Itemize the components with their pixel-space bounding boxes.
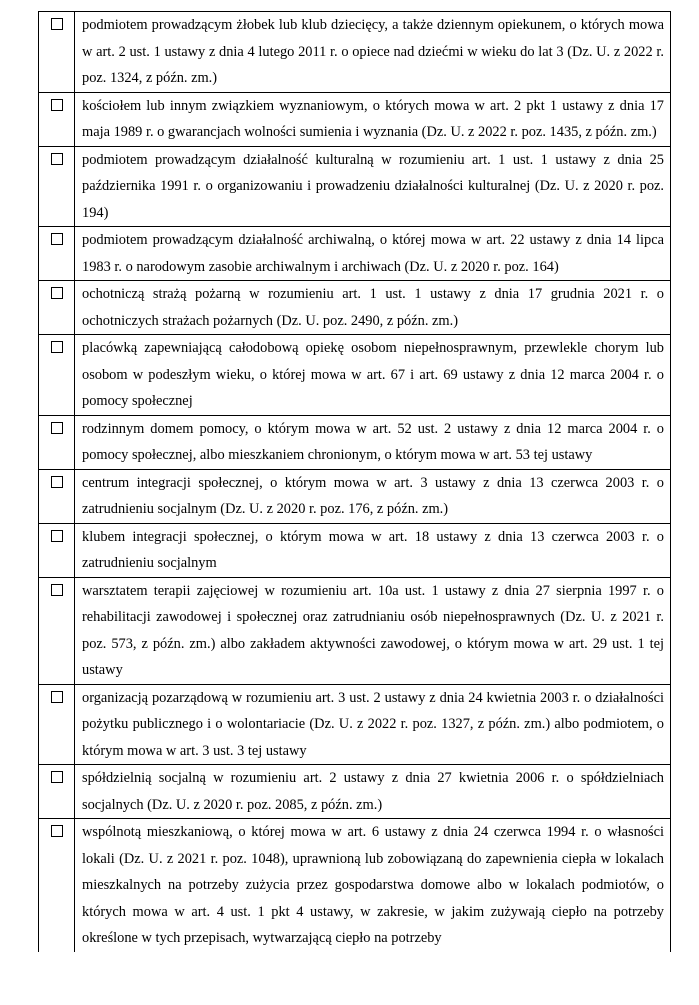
- checkbox-cell: [39, 147, 75, 227]
- checkbox[interactable]: [51, 422, 63, 434]
- row-text: centrum integracji społecznej, o którym mowa w art. 3 ustawy z dnia 13 czerwca 2003 r. o zatrudnieniu socjalnym (Dz. U. z 2020 r. poz. 176, z późn. zm.): [82, 474, 664, 517]
- eligibility-table: [38, 11, 671, 952]
- table-row: [39, 281, 670, 335]
- row-text: podmiotem prowadzącym działalność archiwalną, o której mowa w art. 22 ustawy z dnia 14 lipca 1983 r. o narodowym zasobie archiwalnym i archiwach (Dz. U. z 2020 r. poz. 164): [82, 232, 664, 275]
- table-row: [39, 416, 670, 470]
- row-text: podmiotem prowadzącym działalność kulturalną w rozumieniu art. 1 ust. 1 ustawy z dnia 25 października 1991 r. o organizowaniu i prowadzeniu działalności kulturalnej (Dz. U. z 2020 r. poz. 194): [82, 151, 664, 221]
- row-text: warsztatem terapii zajęciowej w rozumieniu art. 10a ust. 1 ustawy z dnia 27 sierpnia 1997 r. o rehabilitacji zawodowej i społecznej oraz zatrudnianiu osób niepełnosprawnych (Dz. U. z 2021 r. poz. 573, z późn. zm.) albo zakładem aktywności zawodowej, o którym mowa w art. 29 ust. 1 tej ustawy: [82, 582, 664, 678]
- checkbox-cell: [39, 685, 75, 765]
- checkbox-cell: [39, 227, 75, 280]
- row-text: wspólnotą mieszkaniową, o której mowa w art. 6 ustawy z dnia 24 czerwca 1994 r. o własności lokali (Dz. U. z 2021 r. poz. 1048), uprawnioną lub zobowiązaną do zapewnienia ciepła w lokalach mieszkalnych na potrzeby zużycia przez gospodarstwa domowe albo w lokalach podmiotów, o których mowa w art. 4 ust. 1 pkt 4 ustawy, w zakresie, w jakim zużywają ciepło na potrzeby określone w tych przepisach, wytwarzającą ciepło na potrzeby: [82, 824, 664, 946]
- checkbox-cell: [39, 12, 75, 92]
- checkbox-cell: [39, 524, 75, 577]
- table-row: [39, 578, 670, 685]
- checkbox[interactable]: [51, 771, 63, 783]
- checkbox-cell: [39, 819, 75, 952]
- table-row: [39, 147, 670, 228]
- row-text: spółdzielnią socjalną w rozumieniu art. 2 ustawy z dnia 27 kwietnia 2006 r. o spółdzielniach socjalnych (Dz. U. z 2020 r. poz. 2085, z późn. zm.): [82, 770, 664, 813]
- checkbox-cell: [39, 765, 75, 818]
- checkbox[interactable]: [51, 825, 63, 837]
- row-text: podmiotem prowadzącym żłobek lub klub dziecięcy, a także dziennym opiekunem, o których mowa w art. 2 ust. 1 ustawy z dnia 4 lutego 2011 r. o opiece nad dziećmi w wieku do lat 3 (Dz. U. z 2022 r. poz. 1324, z późn. zm.): [82, 17, 664, 86]
- row-text: kościołem lub innym związkiem wyznaniowym, o których mowa w art. 2 pkt 1 ustawy z dnia 17 maja 1989 r. o gwarancjach wolności sumienia i wyznania (Dz. U. z 2022 r. poz. 1435, z późn. zm.): [82, 97, 664, 140]
- row-text: placówką zapewniającą całodobową opiekę osobom niepełnosprawnym, przewlekle chorym lub osobom w podeszłym wieku, o której mowa w art. 67 i art. 69 ustawy z dnia 12 marca 2004 r. o pomocy społecznej: [82, 340, 664, 409]
- table-row: [39, 524, 670, 578]
- checkbox[interactable]: [51, 99, 63, 111]
- table-row: [39, 685, 670, 766]
- table-row: [39, 765, 670, 819]
- checkbox[interactable]: [51, 476, 63, 488]
- checkbox[interactable]: [51, 233, 63, 245]
- table-row: [39, 470, 670, 524]
- checkbox-cell: [39, 335, 75, 415]
- checkbox[interactable]: [51, 18, 63, 30]
- checkbox-cell: [39, 578, 75, 684]
- row-text: organizacją pozarządową w rozumieniu art. 3 ust. 2 ustawy z dnia 24 kwietnia 2003 r. o działalności pożytku publicznego i o wolontariacie (Dz. U. z 2022 r. poz. 1327, z późn. zm.) albo podmiotem, o którym mowa w art. 3 ust. 3 tej ustawy: [82, 689, 664, 759]
- table-row: [39, 335, 670, 416]
- table-row: [39, 93, 670, 147]
- checkbox[interactable]: [51, 691, 63, 703]
- table-row: [39, 12, 670, 93]
- row-text: ochotniczą strażą pożarną w rozumieniu art. 1 ust. 1 ustawy z dnia 17 grudnia 2021 r. o ochotniczych strażach pożarnych (Dz. U. poz. 2490, z późn. zm.): [82, 286, 664, 329]
- checkbox-cell: [39, 281, 75, 334]
- checkbox-cell: [39, 470, 75, 523]
- table-row: [39, 819, 670, 952]
- checkbox[interactable]: [51, 584, 63, 596]
- checkbox[interactable]: [51, 287, 63, 299]
- row-text: klubem integracji społecznej, o którym mowa w art. 18 ustawy z dnia 13 czerwca 2003 r. o zatrudnieniu socjalnym: [82, 528, 664, 571]
- checkbox[interactable]: [51, 153, 63, 165]
- table-row: [39, 227, 670, 281]
- checkbox[interactable]: [51, 530, 63, 542]
- checkbox-cell: [39, 416, 75, 469]
- checkbox-cell: [39, 93, 75, 146]
- row-text: rodzinnym domem pomocy, o którym mowa w art. 52 ust. 2 ustawy z dnia 12 marca 2004 r. o pomocy społecznej, albo mieszkaniem chronionym, o którym mowa w art. 53 tej ustawy: [82, 420, 664, 463]
- checkbox[interactable]: [51, 341, 63, 353]
